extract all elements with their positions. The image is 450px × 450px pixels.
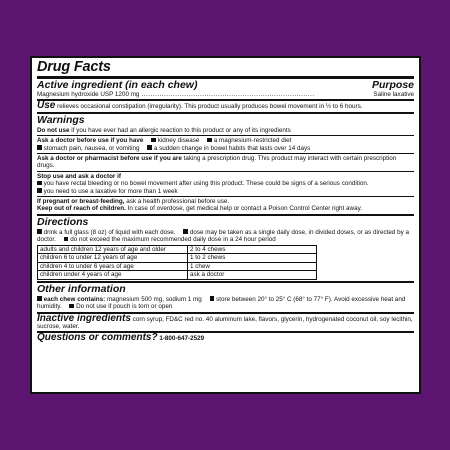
table-cell: children 6 to under 12 years of age (38, 254, 188, 263)
ask-doctor-label: Ask a doctor before use if you have (37, 137, 144, 145)
contains-text: magnesium 500 mg, sodium 1 mg (106, 295, 202, 303)
list-item: you have rectal bleeding or no bowel movement after using this product. These could be signs of a serious condition. (43, 180, 369, 188)
inactive-text: corn syrup, FD&C red no. 40 aluminum lake, flavors, glycerin, hydrogenated coconut oil, soy lecithin, sucrose, water. (37, 315, 413, 330)
table-cell: 1 to 2 chews (188, 254, 317, 263)
bullet-icon (37, 296, 42, 301)
active-ingredient-text: Magnesium hydroxide USP 1200 mg (37, 91, 140, 98)
table-row (38, 271, 317, 280)
directions-text (37, 229, 414, 244)
table-row (38, 254, 317, 263)
bullet-icon (37, 145, 42, 150)
purpose-heading: Purpose (371, 79, 414, 91)
divider (37, 171, 414, 172)
other-info-text (37, 296, 414, 311)
list-item: you need to use a laxative for more than 1 week (43, 187, 178, 195)
table-row (38, 245, 317, 254)
do-not-use-text: if you have ever had an allergic reaction to this product or any of its ingredients (71, 126, 291, 134)
table-cell: 1 chew (188, 262, 317, 271)
active-ingredient-row (37, 91, 414, 98)
list-item: kidney disease (157, 137, 200, 145)
stop-use-label: Stop use and ask a doctor if (37, 172, 121, 180)
phone-number: 1-800-647-2529 (159, 335, 205, 343)
list-item: drink a full glass (8 oz) of liquid with each dose. (43, 228, 176, 236)
divider (37, 153, 414, 154)
ask-pharmacist-label: Ask a doctor or pharmacist before use if you are (37, 155, 182, 163)
table-cell: ask a doctor (188, 271, 317, 280)
bullet-icon (210, 296, 215, 301)
directions-heading: Directions (37, 215, 89, 228)
questions-section (37, 334, 414, 342)
list-item: dose may be taken as a single daily dose, in divided doses, or as directed by a doctor. (37, 228, 410, 244)
inactive-ingredients-section (37, 312, 414, 331)
table-cell: children under 4 years of age (38, 271, 188, 280)
bullet-icon (37, 188, 42, 193)
use-heading: Use (37, 100, 56, 112)
other-info-heading: Other information (37, 282, 126, 295)
use-section (37, 102, 414, 110)
table-row (38, 262, 317, 271)
bullet-icon (64, 237, 69, 242)
do-not-use-label: Do not use (37, 126, 70, 134)
questions-heading: Questions or comments? (37, 332, 158, 344)
active-heading-row (37, 80, 414, 91)
divider (37, 99, 414, 101)
pregnancy-text: ask a health professional before use. (126, 198, 230, 206)
ask-pharmacist-text: taking a prescription drug. This product may interact with certain prescription drugs. (37, 155, 397, 170)
warning-do-not-use (37, 127, 414, 134)
leader-dots: ............................................................................. (141, 91, 315, 98)
bullet-icon (37, 181, 42, 186)
bullet-icon (183, 229, 188, 234)
list-item: stomach pain, nausea, or vomiting (43, 144, 140, 152)
divider (37, 214, 414, 216)
pouch-text: Do not use if pouch is torn or open (76, 303, 173, 311)
contains-label: each chew contains: (43, 295, 106, 303)
warnings-heading: Warnings (37, 113, 85, 126)
divider (37, 135, 414, 136)
divider (37, 112, 414, 114)
warning-pregnancy (37, 198, 414, 213)
inactive-heading: Inactive ingredients (37, 312, 131, 324)
table-cell: 2 to 4 chews (188, 245, 317, 254)
drug-facts-panel (30, 56, 421, 394)
active-ingredient-heading: Active ingredient (in each chew) (37, 79, 198, 91)
bullet-icon (37, 229, 42, 234)
dosage-table (37, 245, 317, 280)
keep-out-label: Keep out of reach of children. (37, 205, 126, 213)
bullet-icon (147, 145, 152, 150)
pregnancy-label: If pregnant or breast-feeding, (37, 198, 125, 206)
drug-facts-title: Drug Facts (37, 59, 111, 75)
keep-out-text: In case of overdose, get medical help or contact a Poison Control Center right away. (127, 205, 363, 213)
list-item: a sudden change in bowel habits that lasts over 14 days (153, 144, 311, 152)
warning-ask-doctor (37, 137, 414, 152)
bullet-icon (151, 138, 156, 143)
bullet-icon (207, 138, 212, 143)
warning-stop-use (37, 173, 414, 195)
use-text: relieves occasional constipation (irregularity). This product usually produces bowel movement in ½ to 6 hours. (57, 103, 363, 111)
divider (37, 196, 414, 197)
warning-ask-pharmacist (37, 155, 414, 170)
list-item: do not exceed the maximum recommended daily dose in a 24 hour period (70, 236, 276, 244)
table-cell: children 4 to under 6 years of age (38, 262, 188, 271)
bullet-icon (69, 304, 74, 309)
list-item: a magnesium-restricted diet (213, 137, 292, 145)
table-cell: adults and children 12 years of age and older (38, 245, 188, 254)
purpose-text: Saline laxative (373, 91, 414, 98)
store-text: store between 20° to 25° C (68° to 77° F). Avoid excessive heat and humidity. (37, 295, 406, 311)
